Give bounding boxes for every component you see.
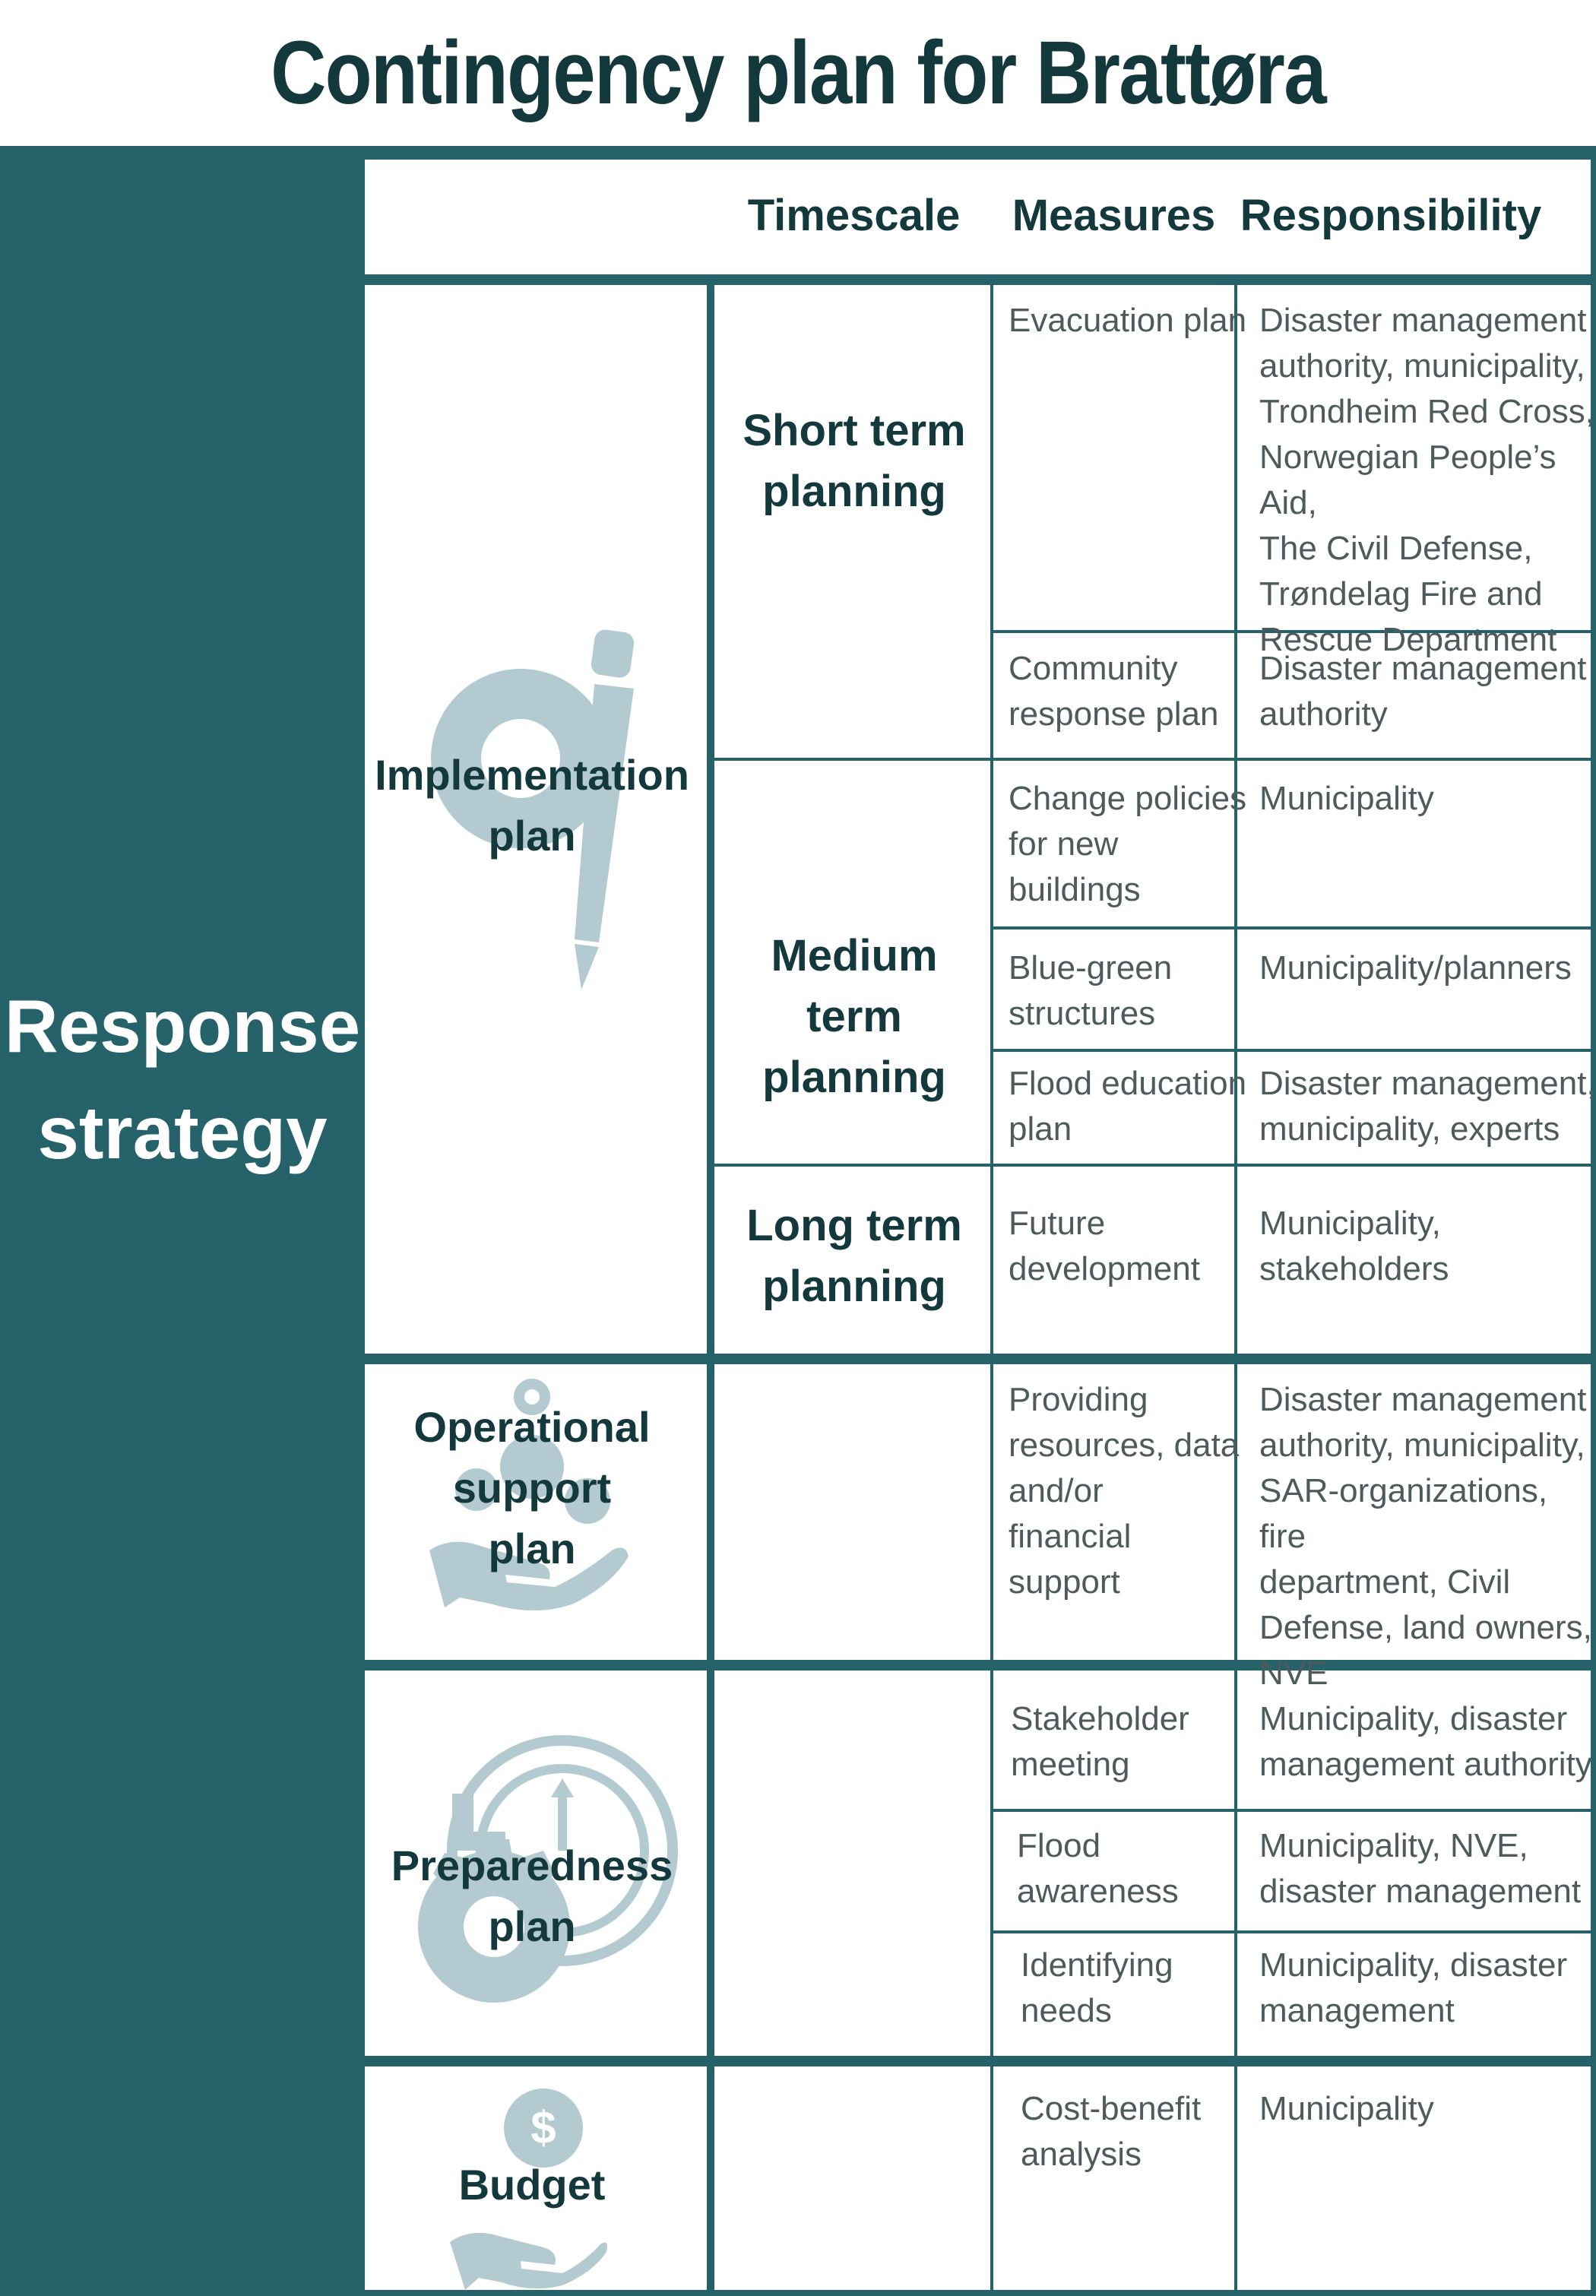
section-label-line: support [452,1464,612,1512]
responsibility-line: Municipality, disaster [1259,1946,1568,1984]
page-title: Contingency plan for Brattøra [271,23,1325,123]
timescale-divider [710,758,1591,761]
header-measures: Measures [1012,191,1216,240]
row-divider [990,1809,1591,1812]
measure-cell [1021,2086,1201,2177]
responsibility-line: management authority [1259,1746,1592,1783]
responsibility-line: stakeholders [1259,1250,1449,1287]
section-label-line: plan [488,812,576,860]
responsibility-cell [1259,1823,1581,1914]
measure-cell [1011,1696,1189,1788]
responsibility-line: Disaster management [1259,650,1587,687]
responsibility-cell [1259,646,1586,737]
column-divider [707,285,714,2290]
timescale-divider [710,1164,1591,1167]
responsibility-line: Municipality, disaster [1259,1700,1568,1737]
responsibility-line: Municipality, NVE, [1259,1827,1528,1864]
timescale-line: planning [762,467,946,516]
section-label-line: Budget [458,2161,606,2209]
section-label-line: Operational [413,1403,651,1451]
measure-line: meeting [1011,1746,1130,1783]
header-divider [365,274,1591,285]
section-label-line: Implementation [375,751,689,799]
measure-cell [1017,1823,1179,1914]
side-label-line: strategy [37,1091,328,1174]
responsibility-cell [1259,945,1572,991]
responsibility-line: disaster management [1259,1873,1582,1910]
responsibility-line: Municipality [1259,2090,1434,2127]
responsibility-line: management [1259,1992,1455,2029]
measure-cell [1009,1061,1246,1152]
responsibility-line: Disaster management [1259,302,1587,339]
responsibility-line: Defense, land owners, [1259,1609,1592,1646]
measure-line: structures [1009,995,1156,1032]
section-label-budget [372,2155,692,2215]
column-divider [1234,285,1237,2290]
measure-cell [1009,298,1246,344]
measure-line: buildings [1009,871,1141,908]
responsibility-line: authority, municipality, [1259,347,1585,385]
responsibility-cell [1259,1377,1596,1696]
section-divider [365,2056,1591,2066]
measure-line: Future [1009,1205,1106,1242]
measure-line: and/or [1009,1472,1104,1509]
section-label-line: plan [488,1902,576,1950]
timescale-line: planning [762,1053,946,1102]
section-label-operational [372,1397,692,1579]
responsibility-line: The Civil Defense, [1259,530,1533,567]
section-label-preparedness [372,1835,692,1957]
responsibility-line: authority [1259,695,1388,733]
measure-line: awareness [1017,1873,1179,1910]
measure-line: Flood education [1009,1065,1247,1102]
responsibility-cell [1259,1943,1567,2034]
row-divider [990,1930,1591,1933]
responsibility-line: Disaster management, [1259,1065,1596,1102]
section-divider [365,1354,1591,1364]
timescale-medium-term [717,926,991,1108]
measure-cell [1021,1943,1173,2034]
responsibility-line: Municipality, [1259,1205,1441,1242]
responsibility-line: Rescue Department [1259,621,1557,658]
measure-line: Stakeholder [1011,1700,1189,1737]
responsibility-line: Trøndelag Fire and [1259,575,1543,613]
header-responsibility: Responsibility [1240,191,1542,240]
responsibility-line: SAR-organizations, fire [1259,1472,1548,1555]
measure-line: Blue-green [1009,949,1173,986]
timescale-short-term [717,401,991,522]
measure-line: response plan [1009,695,1219,733]
measure-line: resources, data [1009,1427,1240,1464]
responsibility-cell [1259,1061,1596,1152]
responsibility-line: NVE [1259,1655,1328,1692]
responsibility-line: Disaster management [1259,1381,1587,1418]
timescale-line: planning [762,1262,946,1311]
timescale-line: Long term [746,1201,962,1250]
row-divider [990,926,1591,929]
row-divider [990,1049,1591,1052]
responsibility-line: authority, municipality, [1259,1427,1585,1464]
measure-line: Change policies [1009,780,1247,817]
side-label-line: Response [4,984,361,1068]
responsibility-line: Municipality/planners [1259,949,1572,986]
measure-line: Community [1009,650,1178,687]
svg-text:$: $ [530,2102,556,2153]
responsibility-line: Norwegian People’s Aid, [1259,439,1556,521]
responsibility-line: Trondheim Red Cross, [1259,393,1594,430]
responsibility-line: Municipality [1259,780,1434,817]
measure-cell [1009,945,1172,1037]
measure-line: support [1009,1563,1120,1601]
measure-line: analysis [1021,2136,1142,2173]
measure-line: development [1009,1250,1200,1287]
header-timescale: Timescale [747,191,961,240]
timescale-line: Short term [743,406,966,455]
measure-cell [1009,776,1246,913]
responsibility-cell [1259,1696,1592,1788]
section-label-implementation [372,745,692,866]
measure-line: needs [1021,1992,1112,2029]
responsibility-cell [1259,298,1596,663]
responsibility-line: municipality, experts [1259,1110,1560,1148]
measure-line: for new [1009,825,1119,863]
measure-line: plan [1009,1110,1072,1148]
measure-line: Providing [1009,1381,1148,1418]
responsibility-line: department, Civil [1259,1563,1511,1601]
timescale-long-term [717,1196,991,1317]
timescale-line: Medium term [771,931,938,1041]
measure-line: Flood [1017,1827,1101,1864]
responsibility-cell [1259,1201,1449,1292]
measure-line: Evacuation plan [1009,302,1247,339]
responsibility-cell [1259,2086,1434,2132]
side-label [0,973,365,1186]
measure-line: Identifying [1021,1946,1173,1984]
section-label-line: plan [488,1525,576,1572]
section-label-line: Preparedness [391,1842,673,1889]
measure-cell [1009,1201,1200,1292]
measure-cell [1009,646,1218,737]
measure-line: Cost-benefit [1021,2090,1202,2127]
measure-line: financial [1009,1518,1132,1555]
responsibility-cell [1259,776,1434,822]
measure-cell [1009,1377,1239,1605]
